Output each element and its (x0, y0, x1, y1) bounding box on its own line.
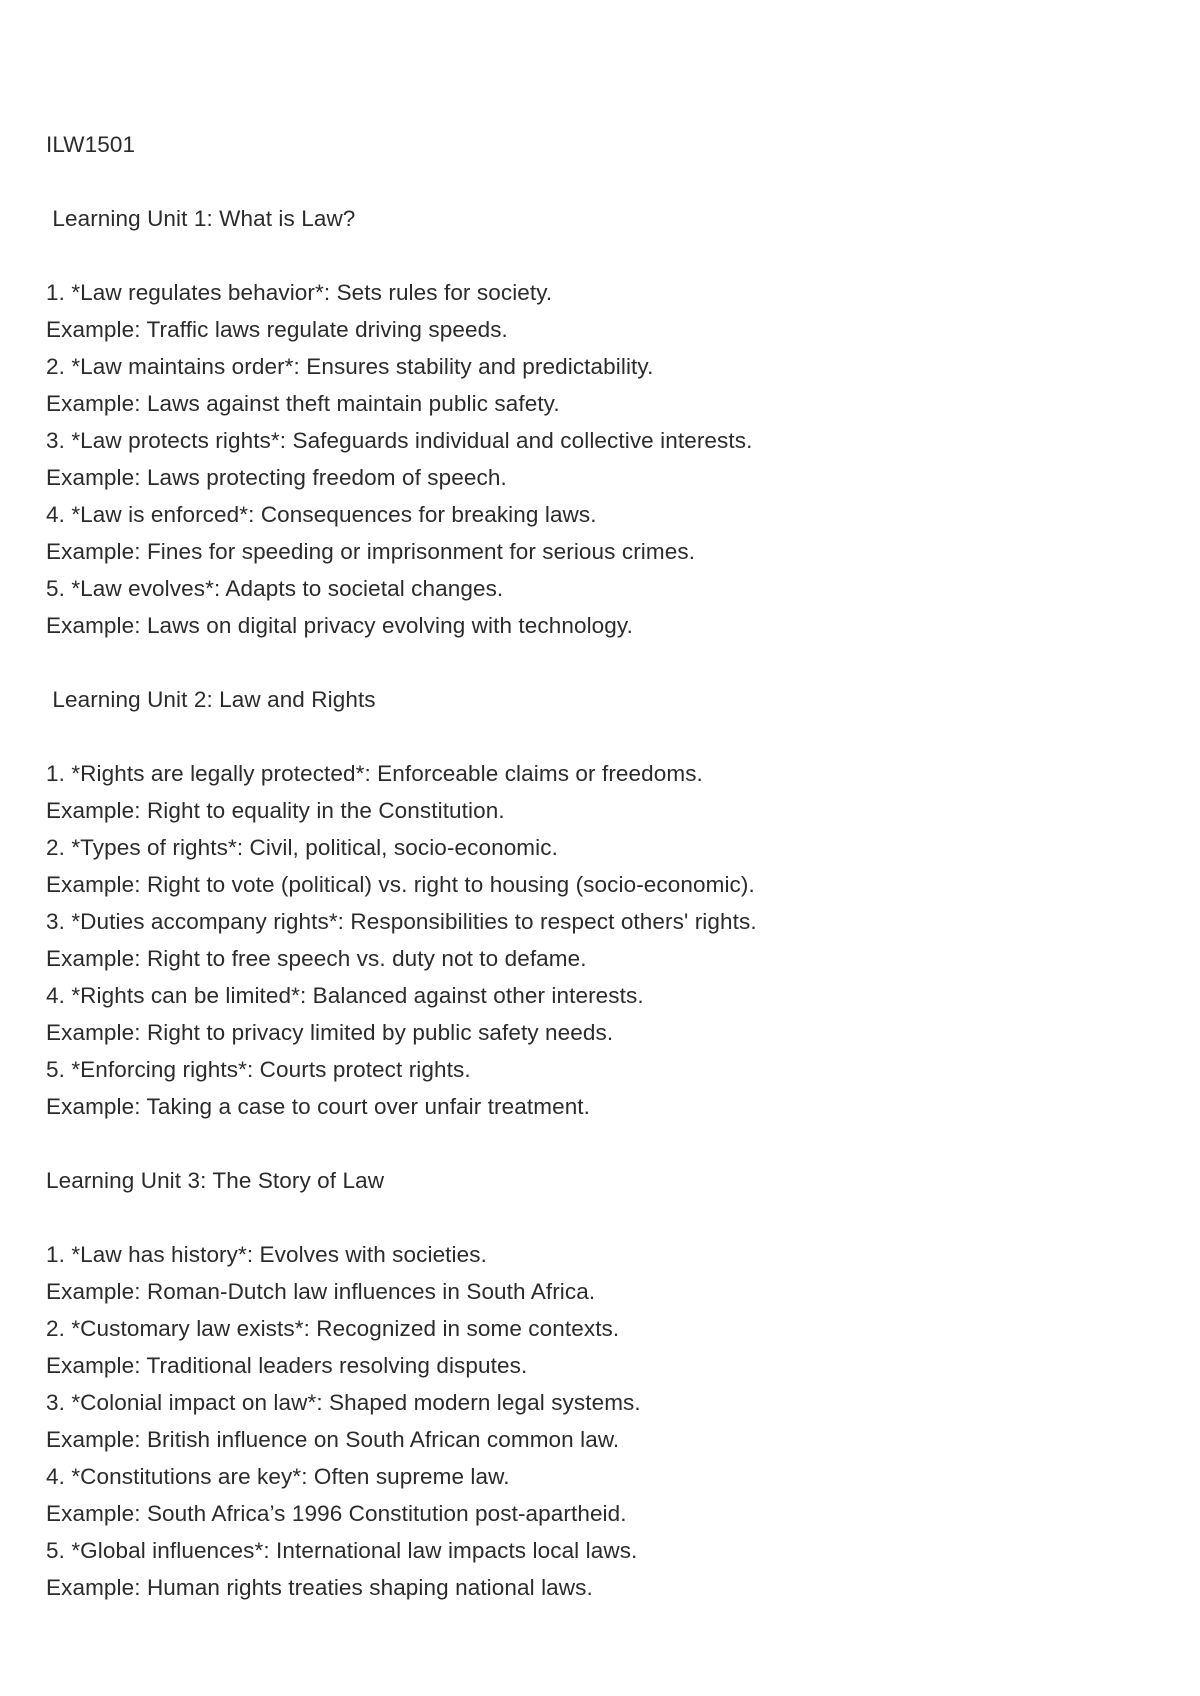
course-code: ILW1501 (46, 132, 136, 157)
example-line: Example: Taking a case to court over unfair treatment. (46, 1094, 591, 1119)
learning-unit-1 (46, 200, 1156, 644)
example-line: Example: Human rights treaties shaping national laws. (46, 1575, 593, 1600)
point-line: 1. *Rights are legally protected*: Enforceable claims or freedoms. (46, 761, 703, 786)
spacer (46, 1125, 1156, 1162)
learning-unit-2 (46, 681, 1156, 1125)
point-line: 1. *Law has history*: Evolves with societies. (46, 1242, 487, 1267)
example-line: Example: Right to vote (political) vs. right to housing (socio-economic). (46, 872, 755, 897)
point-line: 3. *Colonial impact on law*: Shaped modern legal systems. (46, 1390, 641, 1415)
example-line: Example: Right to equality in the Constitution. (46, 798, 505, 823)
spacer (46, 718, 1156, 755)
example-line: Example: Laws against theft maintain public safety. (46, 391, 560, 416)
point-line: 4. *Rights can be limited*: Balanced against other interests. (46, 983, 644, 1008)
example-line: Example: Right to free speech vs. duty not to defame. (46, 946, 587, 971)
point-line: 3. *Law protects rights*: Safeguards individual and collective interests. (46, 428, 753, 453)
point-line: 5. *Law evolves*: Adapts to societal changes. (46, 576, 504, 601)
example-line: Example: Laws protecting freedom of speech. (46, 465, 507, 490)
unit-heading: Learning Unit 2: Law and Rights (46, 687, 376, 712)
example-line: Example: Roman-Dutch law influences in South Africa. (46, 1279, 596, 1304)
point-line: 4. *Law is enforced*: Consequences for breaking laws. (46, 502, 597, 527)
point-line: 2. *Customary law exists*: Recognized in some contexts. (46, 1316, 620, 1341)
unit-heading: Learning Unit 1: What is Law? (46, 206, 356, 231)
point-line: 2. *Law maintains order*: Ensures stability and predictability. (46, 354, 654, 379)
spacer (46, 1199, 1156, 1236)
point-line: 1. *Law regulates behavior*: Sets rules for society. (46, 280, 553, 305)
example-line: Example: British influence on South African common law. (46, 1427, 620, 1452)
point-line: 4. *Constitutions are key*: Often supreme law. (46, 1464, 510, 1489)
example-line: Example: Traditional leaders resolving disputes. (46, 1353, 528, 1378)
unit-heading: Learning Unit 3: The Story of Law (46, 1168, 385, 1193)
point-line: 5. *Global influences*: International law impacts local laws. (46, 1538, 638, 1563)
point-line: 5. *Enforcing rights*: Courts protect rights. (46, 1057, 471, 1082)
point-line: 3. *Duties accompany rights*: Responsibilities to respect others' rights. (46, 909, 757, 934)
document-page (46, 126, 1156, 1606)
point-line: 2. *Types of rights*: Civil, political, socio-economic. (46, 835, 558, 860)
spacer (46, 163, 1156, 200)
example-line: Example: Right to privacy limited by public safety needs. (46, 1020, 614, 1045)
example-line: Example: Laws on digital privacy evolving with technology. (46, 613, 633, 638)
example-line: Example: South Africa’s 1996 Constitution post-apartheid. (46, 1501, 627, 1526)
spacer (46, 644, 1156, 681)
spacer (46, 237, 1156, 274)
learning-unit-3 (46, 1162, 1156, 1606)
example-line: Example: Traffic laws regulate driving speeds. (46, 317, 508, 342)
example-line: Example: Fines for speeding or imprisonment for serious crimes. (46, 539, 696, 564)
